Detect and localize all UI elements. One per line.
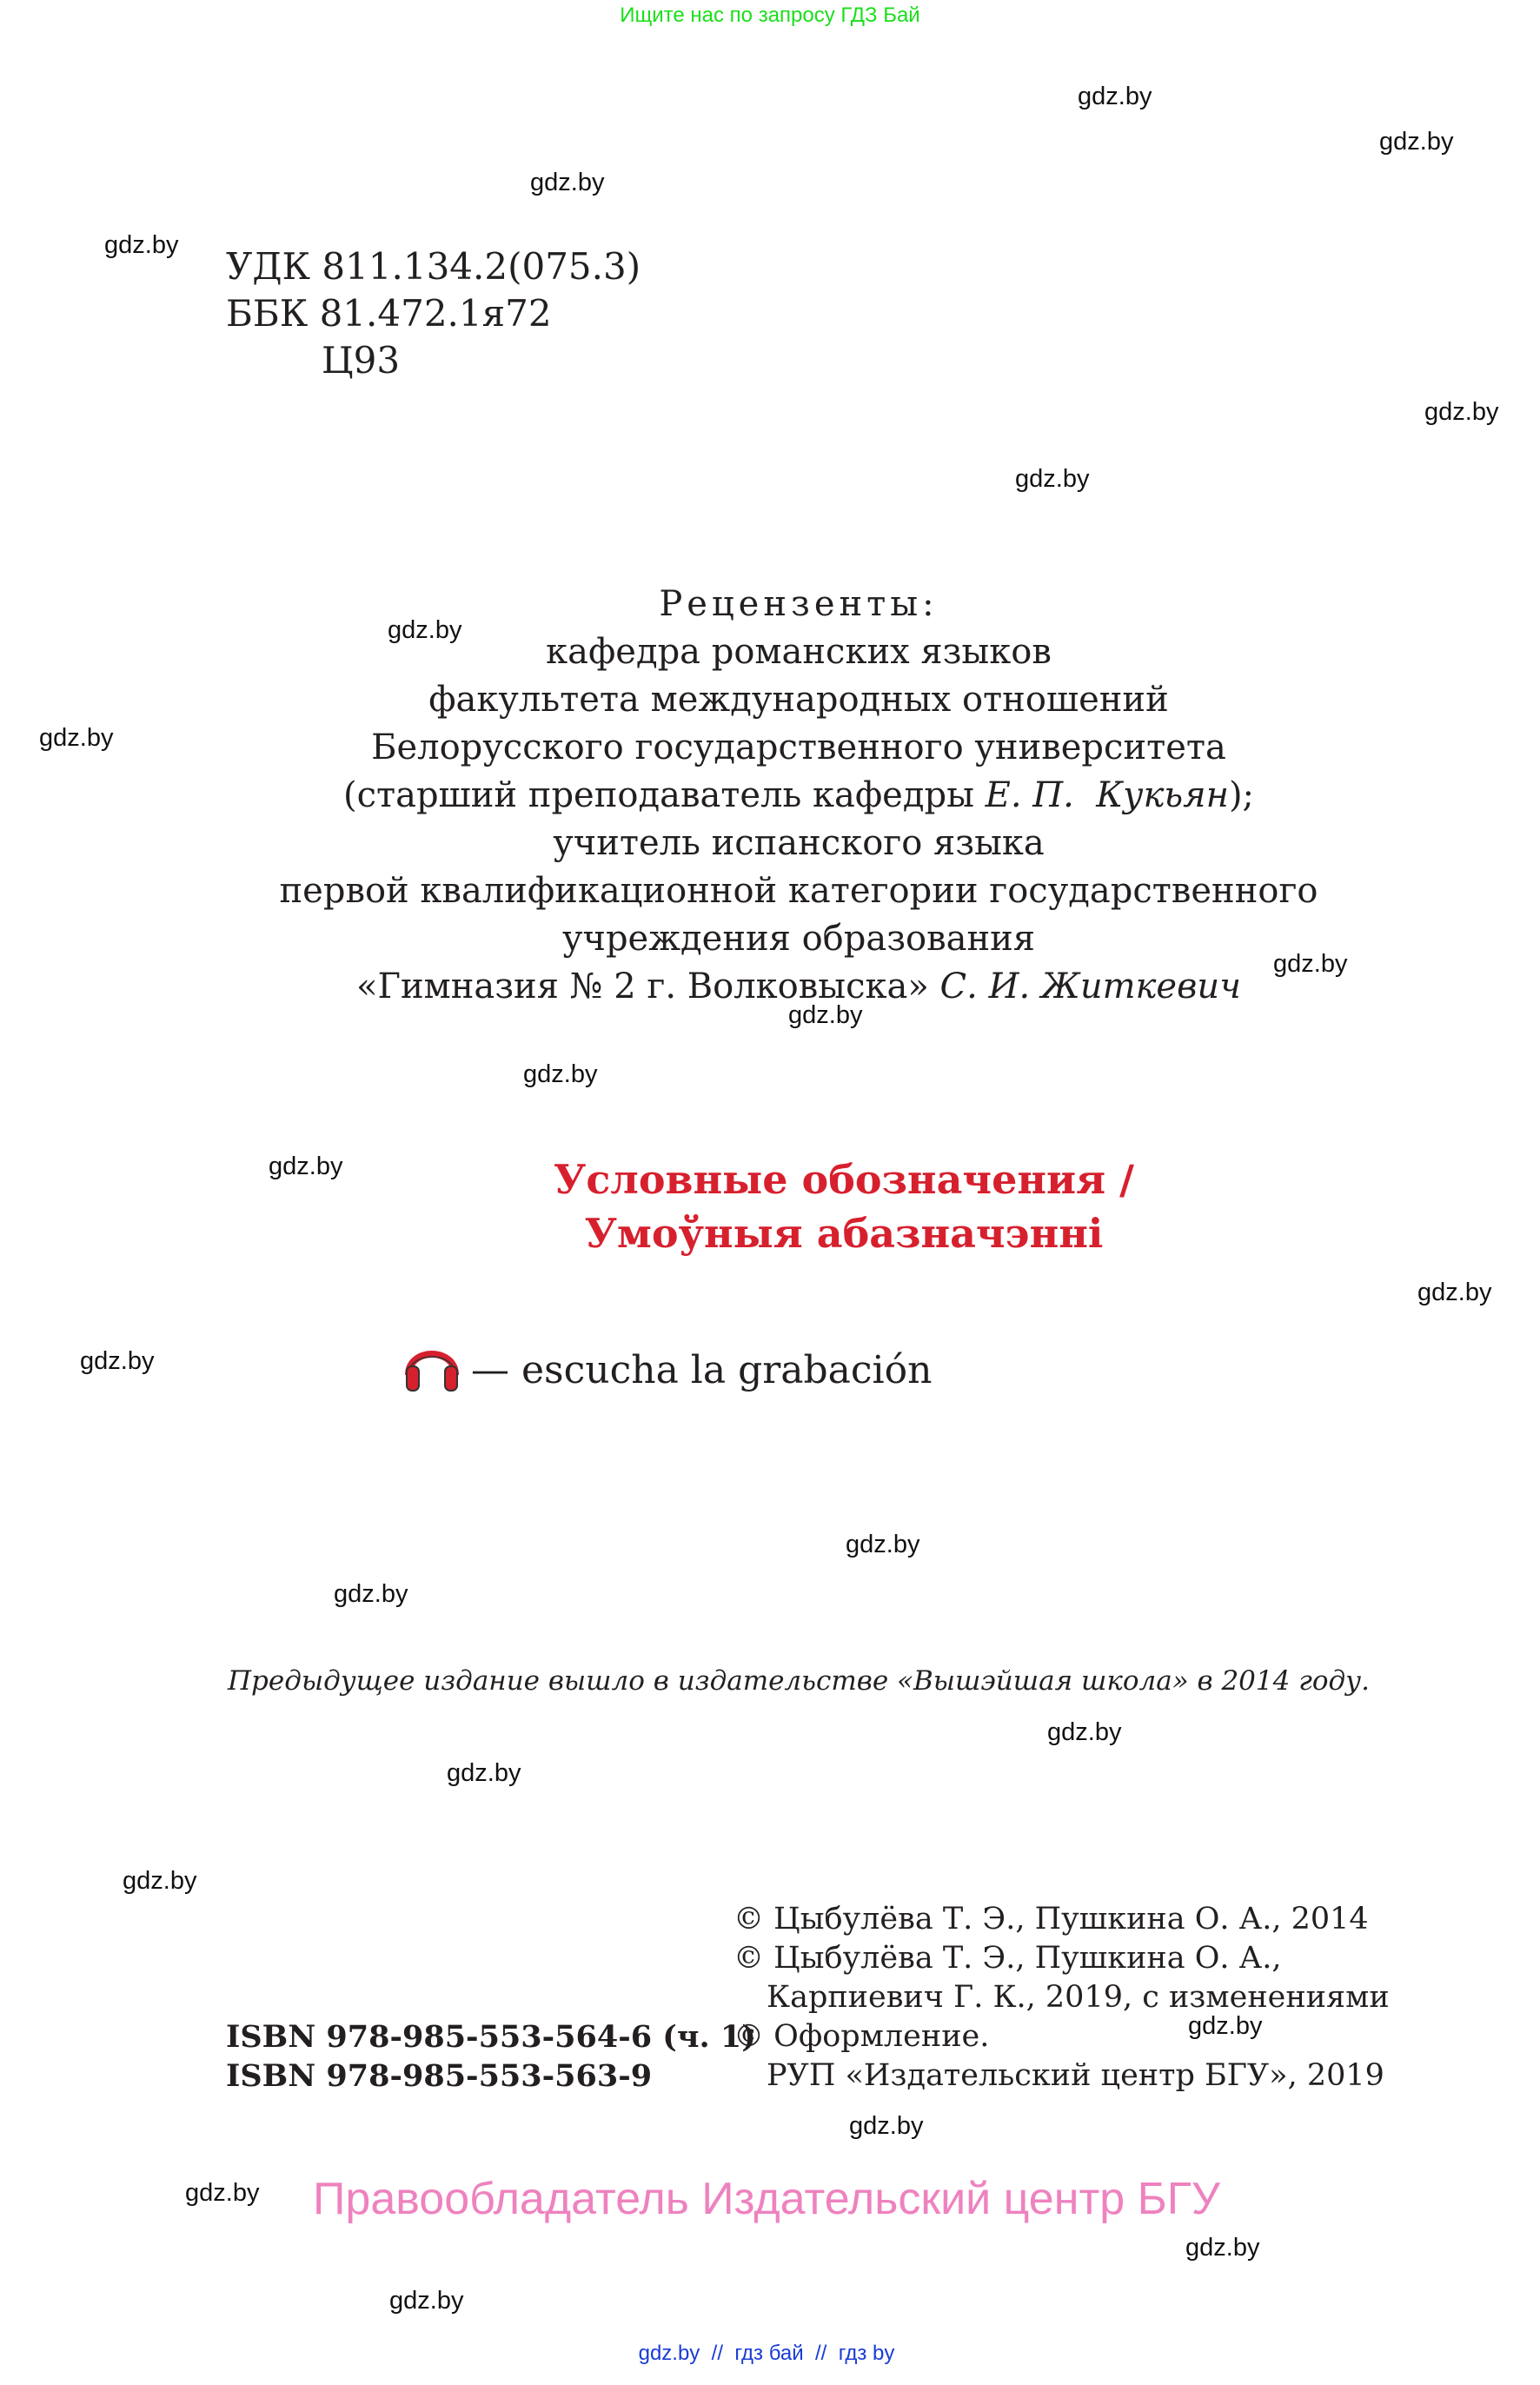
footer-link[interactable]: гдз бай <box>734 2342 804 2365</box>
reviewer-line-tail: ); <box>1228 775 1255 815</box>
footer-link[interactable]: gdz.by <box>638 2342 700 2365</box>
legend-item-text: — escucha la grabación <box>471 1348 933 1392</box>
watermark: gdz.by <box>269 1153 343 1180</box>
watermark: gdz.by <box>123 1867 197 1895</box>
reviewer-line: первой квалификационной категории государственного <box>279 871 1318 911</box>
watermark: gdz.by <box>334 1580 408 1608</box>
watermark: gdz.by <box>1424 398 1499 426</box>
watermark: gdz.by <box>447 1759 521 1787</box>
watermark: gdz.by <box>523 1060 598 1088</box>
watermark: gdz.by <box>388 616 462 644</box>
separator: // <box>815 2342 827 2365</box>
reviewer-line: факультета международных отношений <box>428 680 1169 720</box>
copyright-line: © Цыбулёва Т. Э., Пушкина О. А., <box>733 1941 1282 1976</box>
headphones-icon <box>403 1339 461 1402</box>
watermark: gdz.by <box>104 231 179 259</box>
reviewer-line: учреждения образования <box>561 919 1036 959</box>
reviewer-name: С. И. Житкевич <box>939 967 1241 1006</box>
reviewer-line: кафедра романских языков <box>546 632 1052 672</box>
rights-holder: Правообладатель Издательский центр БГУ <box>313 2174 1220 2224</box>
watermark: gdz.by <box>185 2179 260 2207</box>
watermark: gdz.by <box>1188 2012 1263 2040</box>
legend-item <box>403 1339 932 1402</box>
watermark: gdz.by <box>530 169 605 196</box>
watermark: gdz.by <box>1078 83 1152 110</box>
isbn-set: ISBN 978-985-553-563-9 <box>226 2058 653 2094</box>
watermark: gdz.by <box>788 1001 863 1029</box>
watermark: gdz.by <box>1417 1279 1492 1306</box>
udk-code: УДК 811.134.2(075.3) <box>226 245 641 288</box>
copyright-line: © Оформление. <box>733 2019 990 2054</box>
watermark: gdz.by <box>1185 2234 1260 2262</box>
reviewer-line <box>0 772 1540 820</box>
copyright-line: Карпиевич Г. К., 2019, с изменениями <box>767 1980 1390 2015</box>
search-banner: Ищите нас по запросу ГДЗ Бай <box>620 3 920 27</box>
reviewer-line: учитель испанского языка <box>553 823 1045 863</box>
separator: // <box>711 2342 723 2365</box>
copyright-line: © Цыбулёва Т. Э., Пушкина О. А., 2014 <box>733 1902 1369 1937</box>
watermark: gdz.by <box>1047 1718 1122 1746</box>
reviewer-line-text: «Гимназия № 2 г. Волковыска» <box>355 967 940 1006</box>
reviewer-line: Белорусского государственного университета <box>371 727 1226 767</box>
author-mark: Ц93 <box>322 339 401 382</box>
bbk-code: ББК 81.472.1я72 <box>226 292 552 335</box>
watermark: gdz.by <box>39 724 114 752</box>
isbn-part: ISBN 978-985-553-564-6 (ч. 1) <box>226 2019 756 2055</box>
copyright-line: РУП «Издательский центр БГУ», 2019 <box>767 2058 1384 2093</box>
watermark: gdz.by <box>849 2112 924 2140</box>
previous-edition-note: Предыдущее издание вышло в издательстве «Вышэйшая школа» в 2014 году. <box>227 1665 1371 1697</box>
watermark: gdz.by <box>1273 950 1348 978</box>
footer-link[interactable]: гдз by <box>838 2342 895 2365</box>
reviewer-line-text: (старший преподаватель кафедры <box>342 775 986 815</box>
reviewer-line <box>0 963 1540 1011</box>
watermark: gdz.by <box>1379 128 1454 156</box>
reviewers-title: Рецензенты: <box>659 584 939 624</box>
footer-links <box>0 2342 1533 2366</box>
watermark: gdz.by <box>846 1531 920 1558</box>
reviewer-name: Е. П. Кукьян <box>985 775 1229 815</box>
legend-title-be: Умоўныя абазначэнні <box>584 1210 1104 1257</box>
watermark: gdz.by <box>80 1347 155 1375</box>
legend-title: Условные обозначения / <box>554 1156 1134 1203</box>
watermark: gdz.by <box>1015 465 1090 493</box>
reviewers-block <box>0 581 1540 1011</box>
watermark: gdz.by <box>389 2287 464 2315</box>
